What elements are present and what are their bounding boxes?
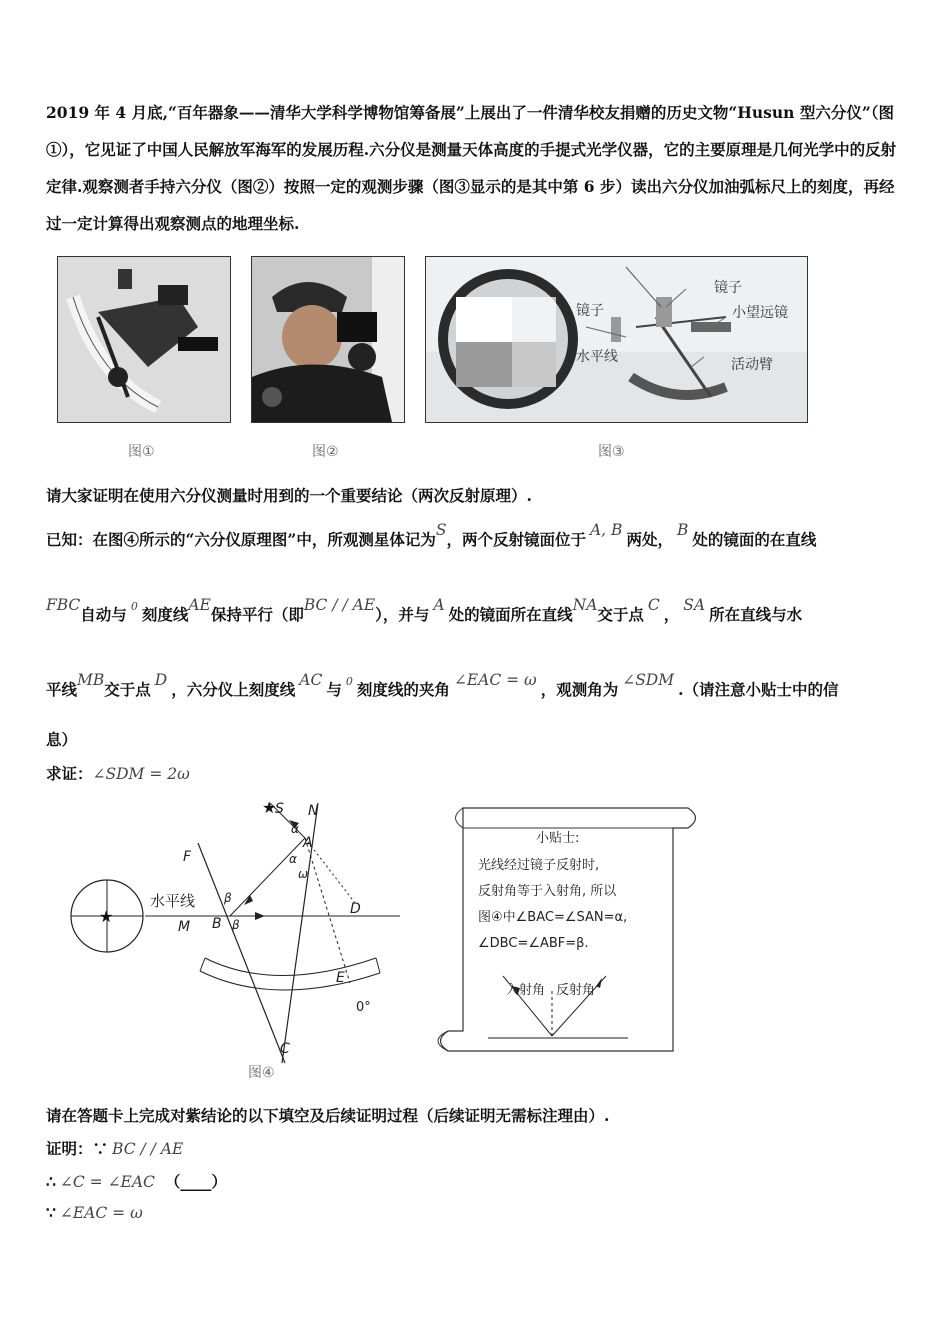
fig4-label-f: F xyxy=(183,849,192,865)
fig4-label-s: S xyxy=(275,801,284,817)
fig4-label-alpha-1: α xyxy=(291,822,299,836)
math-bc-parallel-ae: BC / / AE xyxy=(303,596,376,614)
proof-label: ∵ xyxy=(46,1203,56,1222)
given-text: ，六分仪上刻度线 xyxy=(171,680,296,699)
given-line-1 xyxy=(46,521,817,550)
proof-label: ∴ xyxy=(46,1172,56,1191)
tip-reflect-label: 反射角 xyxy=(556,983,596,998)
fig4-horizon-label: 水平线 xyxy=(150,892,196,910)
figure-2-sailor-photo xyxy=(251,256,405,423)
svg-text:★: ★ xyxy=(99,907,114,926)
tip-line-1: 光线经过镜子反射时, xyxy=(478,858,600,873)
given-text: 处的镜面所在直线 xyxy=(448,605,573,624)
task-sentence: 请大家证明在使用六分仪测量时用到的一个重要结论（两次反射原理）. xyxy=(46,486,532,505)
fig3-label-telescope: 小望远镜 xyxy=(732,305,788,321)
fig3-label-mirror-left: 镜子 xyxy=(576,303,604,319)
given-line-3 xyxy=(46,671,839,700)
math-a: A xyxy=(433,596,445,614)
fig4-label-e: E xyxy=(336,970,345,986)
math-na: NA xyxy=(572,596,598,614)
math-zero: 0 xyxy=(130,600,138,613)
proof-label: 证明：∵ xyxy=(46,1139,109,1158)
fig4-label-n: N xyxy=(308,803,319,819)
figure-3-sextant-diagram xyxy=(425,256,808,423)
fig3-label-mirror-top: 镜子 xyxy=(714,280,742,296)
math-ae: AE xyxy=(188,596,211,614)
fig4-label-omega: ω xyxy=(298,867,309,881)
math-d: D xyxy=(154,671,168,689)
tip-title: 小贴士: xyxy=(536,831,580,846)
math-s: S xyxy=(435,521,447,539)
prove-label: 求证： xyxy=(46,764,93,783)
proof-math-2: ∠C = ∠EAC xyxy=(59,1173,155,1191)
fig4-label-b: B xyxy=(212,916,222,932)
instruction-sentence: 请在答题卡上完成对紫结论的以下填空及后续证明过程（后续证明无需标注理由）. xyxy=(46,1106,610,1125)
given-text: 两处， xyxy=(626,530,673,549)
given-text: ， xyxy=(663,605,680,624)
proof-line-3 xyxy=(46,1203,143,1222)
proof-blank[interactable]: （____） xyxy=(164,1172,227,1191)
given-text: ），并与 xyxy=(375,605,430,624)
fig4-label-d: D xyxy=(350,901,361,917)
math-sa: SA xyxy=(683,596,706,614)
given-text: 所在直线与水 xyxy=(709,605,803,624)
fig4-label-beta-2: β xyxy=(232,918,240,932)
fig4-label-m: M xyxy=(178,919,191,935)
given-text: .（请注意小贴士中的信 xyxy=(678,680,839,699)
given-text: 已知：在图④所示的“六分仪原理图”中，所观测星体记为 xyxy=(46,530,436,549)
given-text: 刻度线 xyxy=(141,605,189,624)
math-mb: MB xyxy=(77,671,105,689)
proof-line-2 xyxy=(46,1170,227,1192)
math-ab: A, B xyxy=(589,521,623,539)
tip-line-3: 图④中∠BAC=∠SAN=α, xyxy=(478,910,628,925)
given-line-2 xyxy=(46,596,803,625)
math-c: C xyxy=(647,596,660,614)
tip-scroll xyxy=(418,796,708,1061)
fig3-label-arm: 活动臂 xyxy=(731,357,773,373)
figure-4-caption: 图④ xyxy=(248,1065,275,1081)
given-text: 交于点 xyxy=(104,680,151,699)
math-b: B xyxy=(676,521,689,539)
given-text: 保持平行（即 xyxy=(210,605,304,624)
math-zero: 0 xyxy=(345,675,353,688)
given-text: 刻度线的夹角 xyxy=(356,680,450,699)
fig4-label-zero-degree: 0° xyxy=(356,1000,371,1015)
fig4-label-c: C xyxy=(280,1041,290,1057)
given-text: 处的镜面的在直线 xyxy=(692,530,817,549)
proof-line-1 xyxy=(46,1137,183,1159)
tip-line-4: ∠DBC=∠ABF=β. xyxy=(478,936,589,951)
given-text: 自动与 xyxy=(80,605,127,624)
figure-1-sextant-photo xyxy=(57,256,231,423)
prove-statement: ∠SDM = 2ω xyxy=(92,765,190,783)
tip-line-2: 反射角等于入射角, 所以 xyxy=(478,884,617,899)
given-text: 平线 xyxy=(46,680,78,699)
figure-2-caption: 图② xyxy=(312,444,339,460)
proof-math-3: ∠EAC = ω xyxy=(59,1204,143,1222)
math-fbc: FBC xyxy=(46,596,81,614)
figure-1-caption: 图① xyxy=(128,444,155,460)
math-ac: AC xyxy=(299,671,323,689)
given-text: ，观测角为 xyxy=(540,680,619,699)
figure-3-caption: 图③ xyxy=(598,444,625,460)
svg-text:★: ★ xyxy=(262,798,277,817)
given-text: ，两个反射镜面位于 xyxy=(446,530,586,549)
math-angle-sdm: ∠SDM xyxy=(622,671,675,689)
given-text: 与 xyxy=(326,680,342,699)
proof-math-1: BC / / AE xyxy=(112,1140,184,1158)
figure-4-principle-diagram xyxy=(60,793,420,1083)
tip-incident-label: 入射角 xyxy=(506,983,546,998)
prove-line xyxy=(46,762,190,784)
fig3-label-horizon: 水平线 xyxy=(576,349,618,365)
given-line-4: 息） xyxy=(46,730,78,749)
math-angle-eac: ∠EAC = ω xyxy=(453,671,537,689)
given-text: 交于点 xyxy=(597,605,644,624)
intro-paragraph: 2019 年 4 月底,“百年器象——清华大学科学博物馆筹备展”上展出了一件清华校友捐赠的历史文物“Husun 型六分仪”（图①），它见证了中国人民解放军海军的发展历程.六分仪是测量天体高度的手提式光学仪器，它的主要原理是几何光学中的反射定律.观察测者手持六分仪（图②）按照一定的观测步骤（图③显示的是其中第 6 步）读出六分仪加油弧标尺上的刻度，再经过一定计算得出观察测点的地理坐标. xyxy=(46,103,897,233)
fig4-label-a: A xyxy=(303,835,313,851)
fig4-label-beta-1: β xyxy=(224,891,232,905)
fig4-label-alpha-2: α xyxy=(289,852,297,866)
